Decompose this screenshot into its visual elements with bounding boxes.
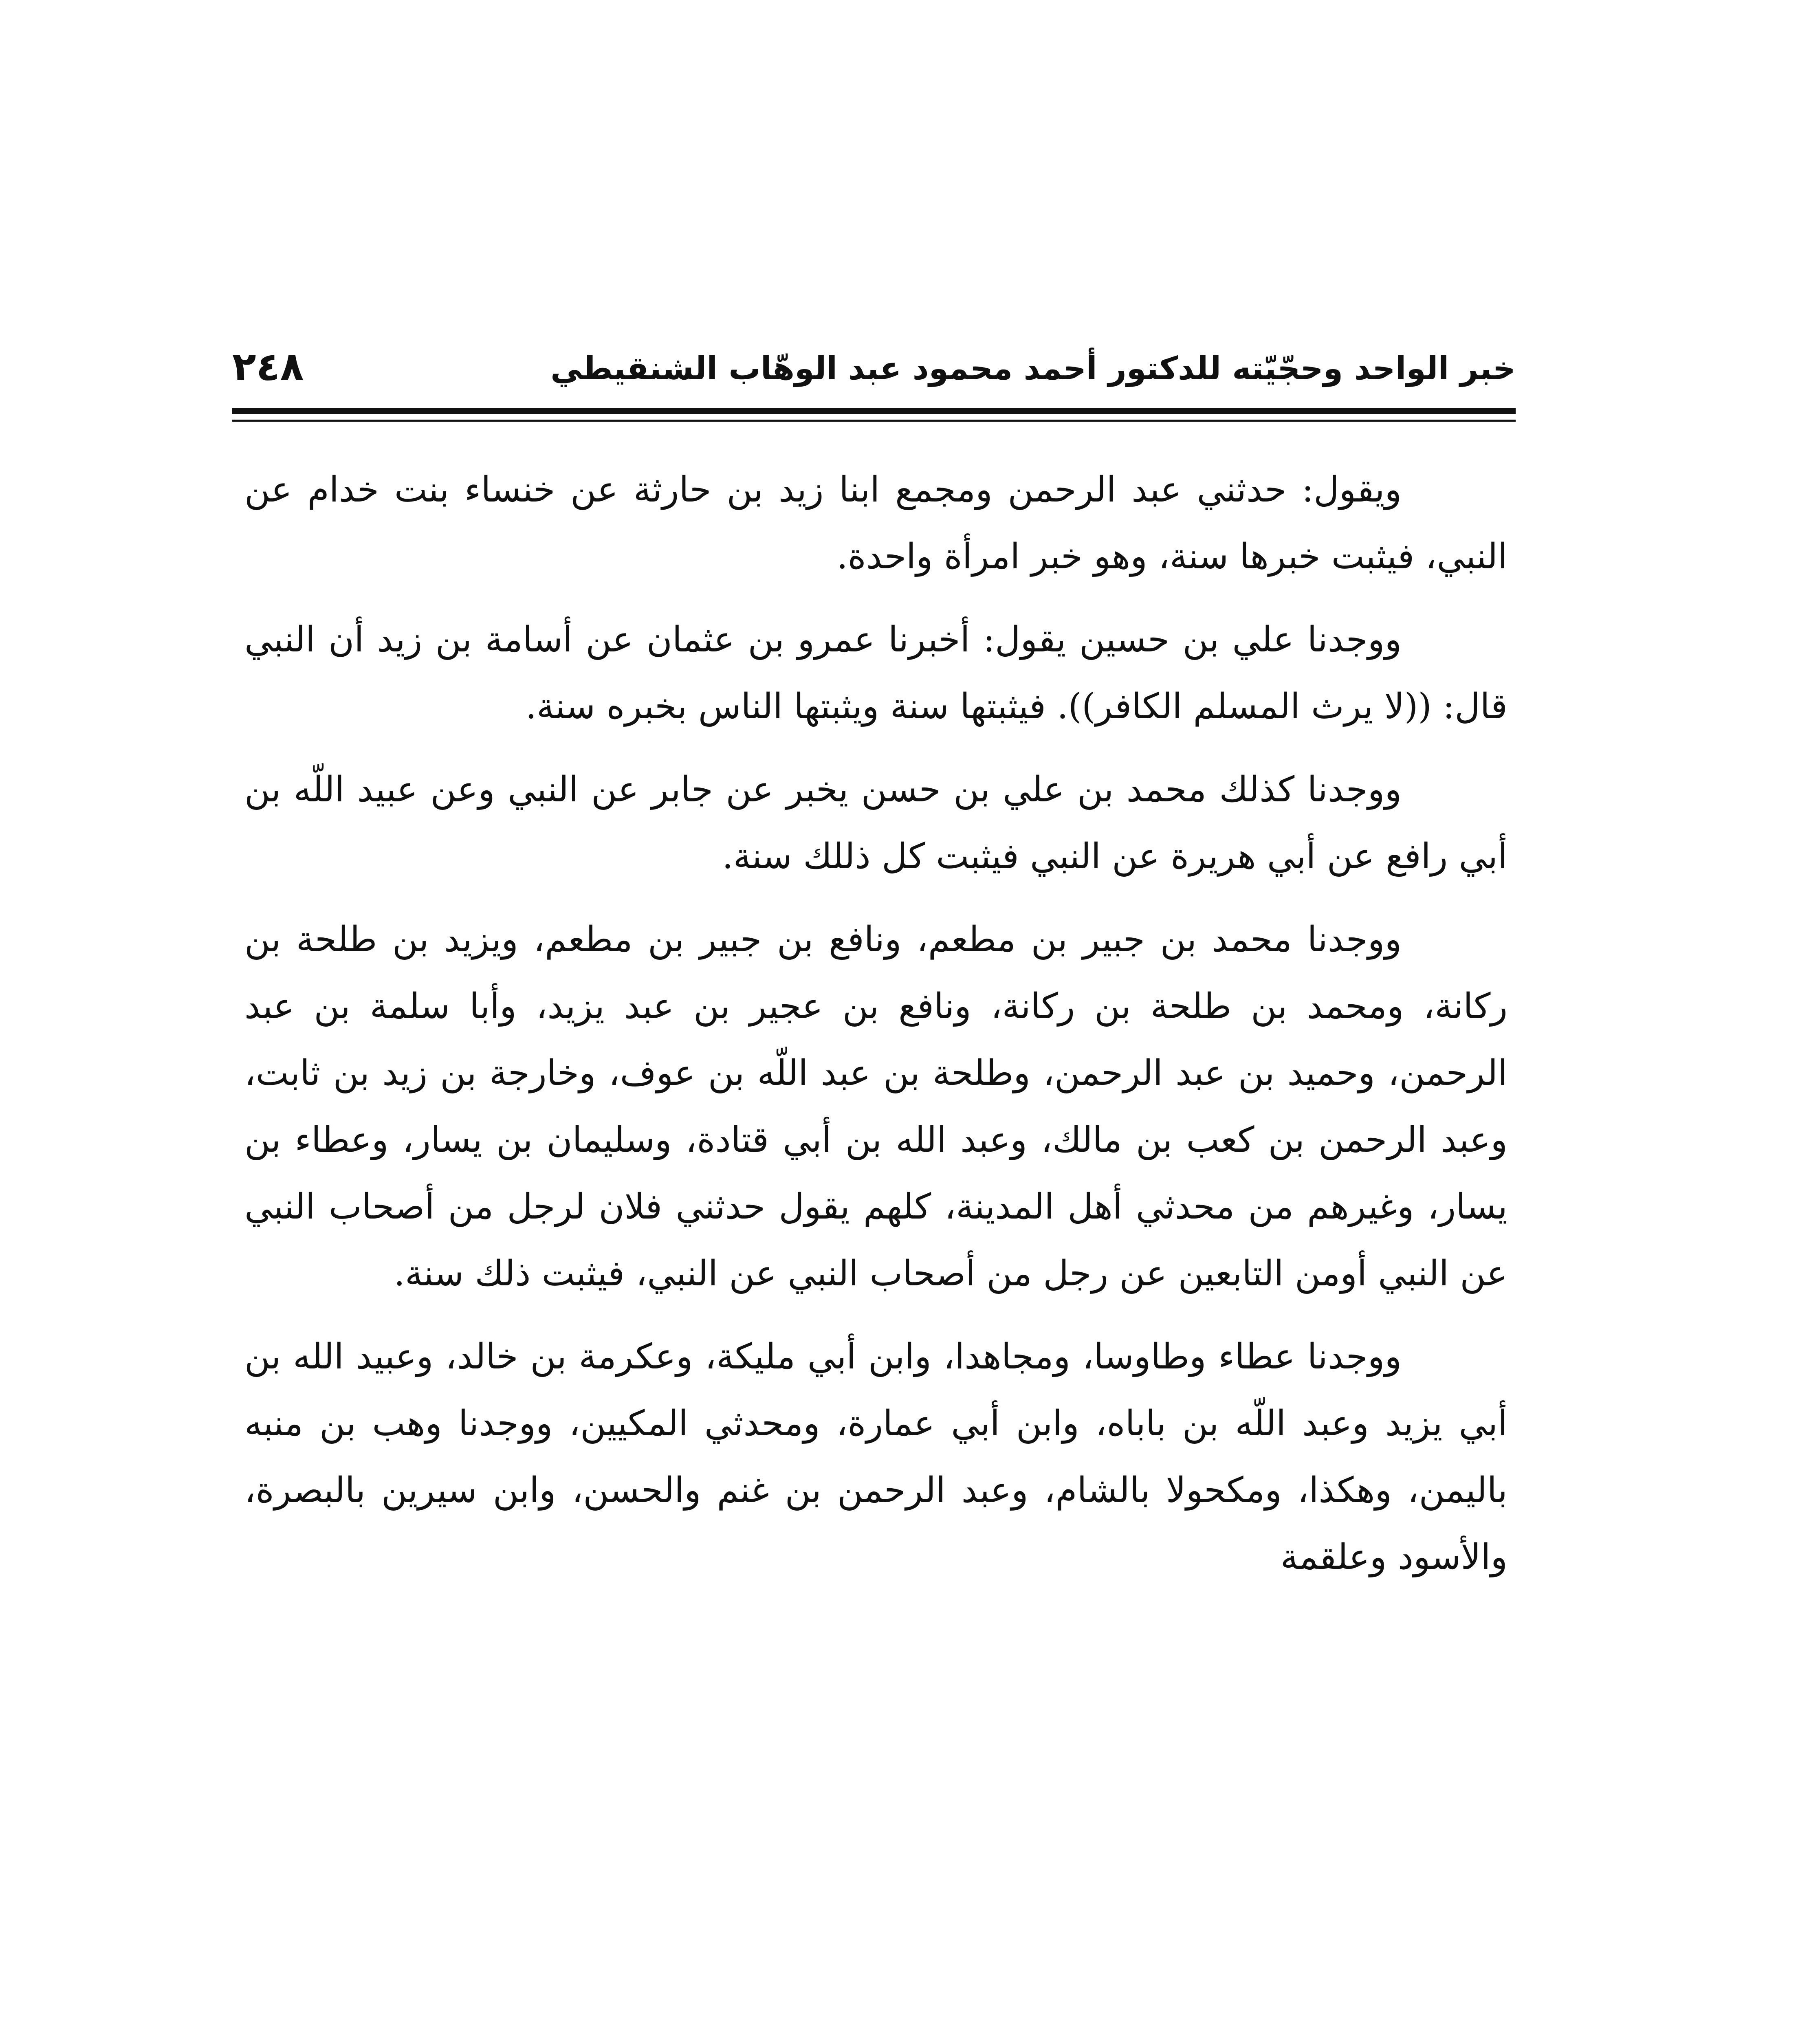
paragraph-3: ووجدنا كذلك محمد بن علي بن حسن يخبر عن جابر عن النبي وعن عبيد اللّه بن أبي رافع عن أبي هريرة عن النبي فيثبت كل ذللك سنة. [244, 769, 1507, 877]
paragraph-5: ووجدنا عطاء وطاوسا، ومجاهدا، وابن أبي مليكة، وعكرمة بن خالد، وعبيد الله بن أبي يزيد وعبد اللّه بن باباه، وابن أبي عمارة، ومحدثي المكيين، ووجدنا وهب بن منبه باليمن، وهكذا، ومكحولا بالشام، وعبد الرحمن بن غنم والحسن، وابن سيرين بالبصرة، والأسود وعلقمة [244, 1336, 1507, 1577]
paragraph-4: ووجدنا محمد بن جبير بن مطعم، ونافع بن جبير بن مطعم، ويزيد بن طلحة بن ركانة، ومحمد بن طلحة بن ركانة، ونافع بن عجير بن عبد يزيد، وأبا سلمة بن عبد الرحمن، وحميد بن عبد الرحمن، وطلحة بن عبد اللّه بن عوف، وخارجة بن زيد بن ثابت، وعبد الرحمن بن كعب بن مالك، وعبد الله بن أبي قتادة، وسليمان بن يسار، وعطاء بن يسار، وغيرهم من محدثي أهل المدينة، كلهم يقول حدثني فلان لرجل من أصحاب النبي عن النبي أومن التابعين عن رجل من أصحاب النبي عن النبي، فيثبت ذلك سنة. [244, 919, 1507, 1294]
paragraph-2: ووجدنا علي بن حسين يقول: أخبرنا عمرو بن عثمان عن أسامة بن زيد أن النبي قال: ((لا يرث المسلم الكافر)). فيثبتها سنة ويثبتها الناس بخبره سنة. [244, 619, 1507, 727]
running-header [232, 342, 1516, 403]
body-text [244, 456, 1507, 1607]
page-number: ٢٤٨ [232, 344, 304, 389]
header-title: خبر الواحد وحجّيّته للدكتور أحمد محمود عبد الوهّاب الشنقيطي [550, 350, 1516, 387]
header-rule-thick [232, 408, 1516, 414]
header-rule-thin [232, 420, 1516, 422]
paragraph-1: ويقول: حدثني عبد الرحمن ومجمع ابنا زيد بن حارثة عن خنساء بنت خدام عن النبي، فيثبت خبرها سنة، وهو خبر امرأة واحدة. [244, 469, 1507, 577]
